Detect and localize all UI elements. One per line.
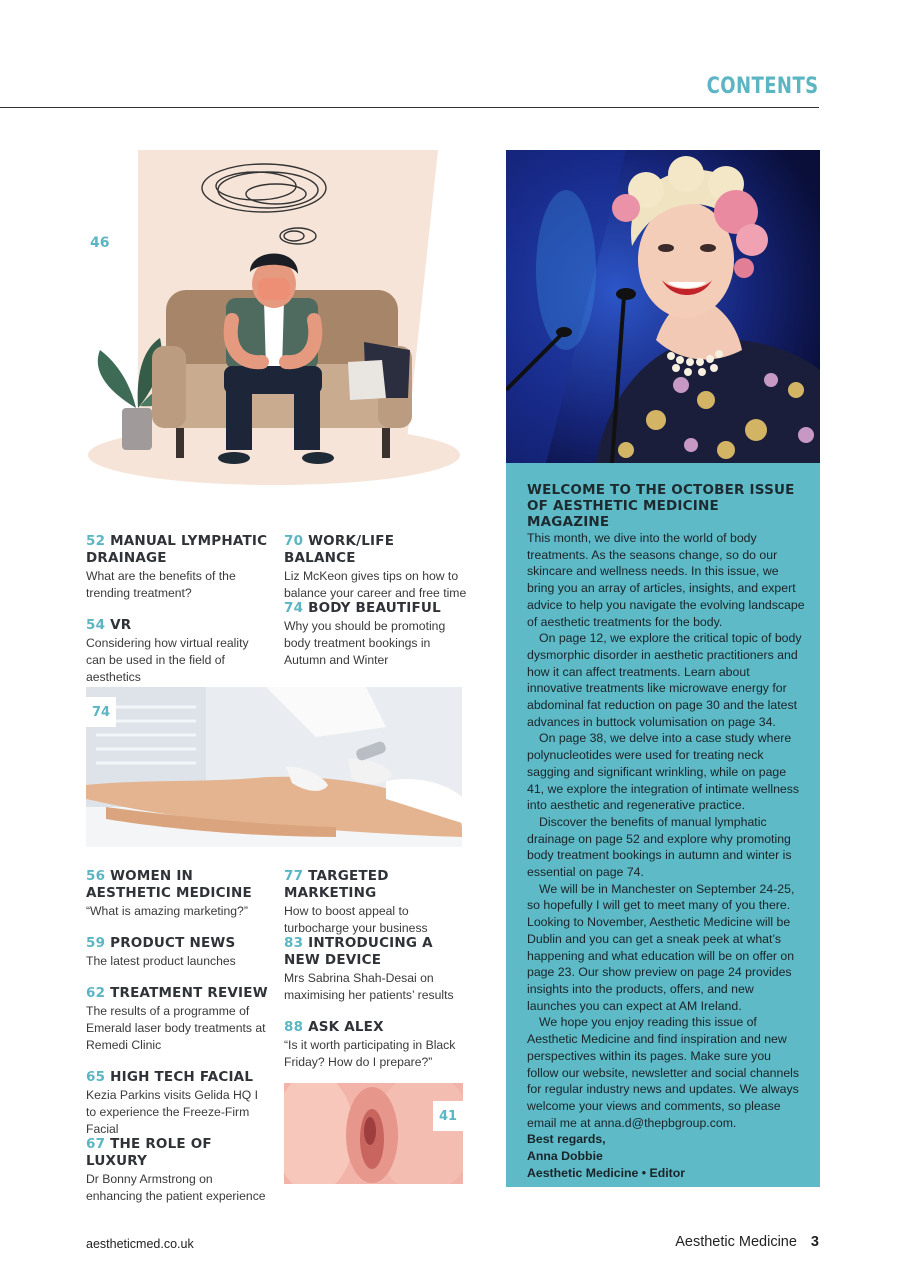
photo-intimate-wellness (284, 1083, 463, 1184)
editor-letter-body (527, 530, 805, 1131)
photo-body-treatment (86, 687, 462, 847)
article-description: Considering how virtual reality can be used in the field of aesthetics (86, 636, 249, 684)
footer-website-link[interactable]: aestheticmed.co.uk (86, 1237, 194, 1251)
photo-editor (506, 150, 820, 463)
header-divider (0, 107, 819, 108)
article-item[interactable] (86, 985, 271, 1054)
article-page-number: 70 (284, 533, 304, 549)
article-page-number: 77 (284, 868, 304, 884)
page-badge: 41 (433, 1101, 463, 1131)
article-item[interactable] (284, 533, 469, 602)
article-title: PRODUCT NEWS (110, 935, 236, 951)
article-title: INTRODUCING A NEW DEVICE (284, 935, 433, 968)
article-page-number: 54 (86, 617, 106, 633)
article-item[interactable] (284, 935, 469, 1004)
article-description: “Is it worth participating in Black Friday? How do I prepare?” (284, 1038, 456, 1069)
article-title: TARGETED MARKETING (284, 868, 389, 901)
editor-name: Anna Dobbie (527, 1149, 603, 1164)
article-description: The results of a programme of Emerald laser body treatments at Remedi Clinic (86, 1004, 266, 1052)
article-description: Liz McKeon gives tips on how to balance your career and free time (284, 569, 467, 600)
article-page-number: 56 (86, 868, 106, 884)
article-description: What are the benefits of the trending treatment? (86, 569, 236, 600)
article-description: Mrs Sabrina Shah-Desai on maximising her patients’ results (284, 971, 454, 1002)
article-title: MANUAL LYMPHATIC DRAINAGE (86, 533, 268, 566)
page-badge: 46 (90, 235, 110, 251)
editor-letter-title: WELCOME TO THE OCTOBER ISSUE OF AESTHETIC MEDICINE MAGAZINE (527, 482, 795, 530)
article-page-number: 59 (86, 935, 106, 951)
footer-folio (675, 1234, 819, 1250)
article-page-number: 62 (86, 985, 106, 1001)
article-item[interactable] (86, 1136, 271, 1205)
article-title: THE ROLE OF LUXURY (86, 1136, 212, 1169)
editor-paragraph: Discover the benefits of manual lymphatic drainage on page 52 and explore why promoting body treatment bookings in autumn and winter is essential on page 74. (527, 814, 792, 880)
page-number: 3 (810, 1234, 819, 1250)
article-title: VR (110, 617, 132, 633)
article-page-number: 52 (86, 533, 106, 549)
editor-paragraph: We will be in Manchester on September 24-25, so hopefully I will get to meet many of you there. Looking to November, Aesthetic Medicine will be Dublin and you can get a sneak peek at what’s happening and what education will be on offer on page 23. Our show preview on page 24 provides insights into the products, offers, and new launches you can expect at AM Ireland. (527, 881, 795, 1013)
article-title: WORK/LIFE BALANCE (284, 533, 395, 566)
article-item[interactable] (284, 868, 469, 937)
article-title: TREATMENT REVIEW (110, 985, 268, 1001)
article-title: HIGH TECH FACIAL (110, 1069, 254, 1085)
article-item[interactable] (86, 1069, 271, 1138)
editor-role: Aesthetic Medicine • Editor (527, 1165, 686, 1180)
footer-magazine-name: Aesthetic Medicine (675, 1234, 797, 1250)
editor-paragraph: We hope you enjoy reading this issue of Aesthetic Medicine and find inspiration and new perspectives within its pages. Make sure you follow our website, newsletter and social channels for regular industry news and updates. We always welcome your views and comments, so please email me at anna.d@thepbgroup.com. (527, 1015, 800, 1130)
article-page-number: 65 (86, 1069, 106, 1085)
editor-paragraph: On page 12, we explore the critical topic of body dysmorphic disorder in aesthetic practitioners and how it can affect treatments. Learn about innovative treatments like microwave energy for abdominal fat reduction on page 30 and the latest advances in buttock volumisation on page 34. (527, 631, 802, 729)
article-item[interactable] (86, 617, 271, 686)
editor-paragraph: This month, we dive into the world of body treatments. As the seasons change, so do our skincare and wellness needs. In this issue, we bring you an array of articles, insights, and expert advice to help you navigate the evolving landscape of aesthetic treatments for the body. (527, 531, 805, 629)
article-description: Why you should be promoting body treatment bookings in Autumn and Winter (284, 619, 446, 667)
page-badge: 74 (86, 697, 116, 727)
article-page-number: 74 (284, 600, 304, 616)
article-page-number: 67 (86, 1136, 106, 1152)
article-item[interactable] (284, 600, 469, 669)
article-item[interactable] (86, 868, 271, 920)
section-title: CONTENTS (707, 74, 819, 99)
article-page-number: 83 (284, 935, 304, 951)
article-title: ASK ALEX (308, 1019, 384, 1035)
article-description: Dr Bonny Armstrong on enhancing the patient experience (86, 1172, 266, 1203)
article-item[interactable] (86, 935, 271, 970)
editor-signoff: Best regards, (527, 1132, 606, 1147)
article-description: Kezia Parkins visits Gelida HQ I to experience the Freeze-Firm Facial (86, 1088, 259, 1136)
article-page-number: 88 (284, 1019, 304, 1035)
illustration-stressed-man (86, 150, 463, 490)
article-title: BODY BEAUTIFUL (308, 600, 441, 616)
editor-paragraph: On page 38, we delve into a case study where polynucleotides were used for treating neck sagging and significant wrinkling, while on page 41, we explore the integration of intimate wellness into aesthetic and regenerative practice. (527, 731, 800, 813)
editor-letter (506, 463, 820, 1187)
article-item[interactable] (284, 1019, 469, 1071)
article-description: How to boost appeal to turbocharge your business (284, 904, 428, 935)
article-title: WOMEN IN AESTHETIC MEDICINE (86, 868, 252, 901)
article-description: “What is amazing marketing?” (86, 904, 248, 918)
article-description: The latest product launches (86, 954, 236, 968)
article-item[interactable] (86, 533, 271, 602)
